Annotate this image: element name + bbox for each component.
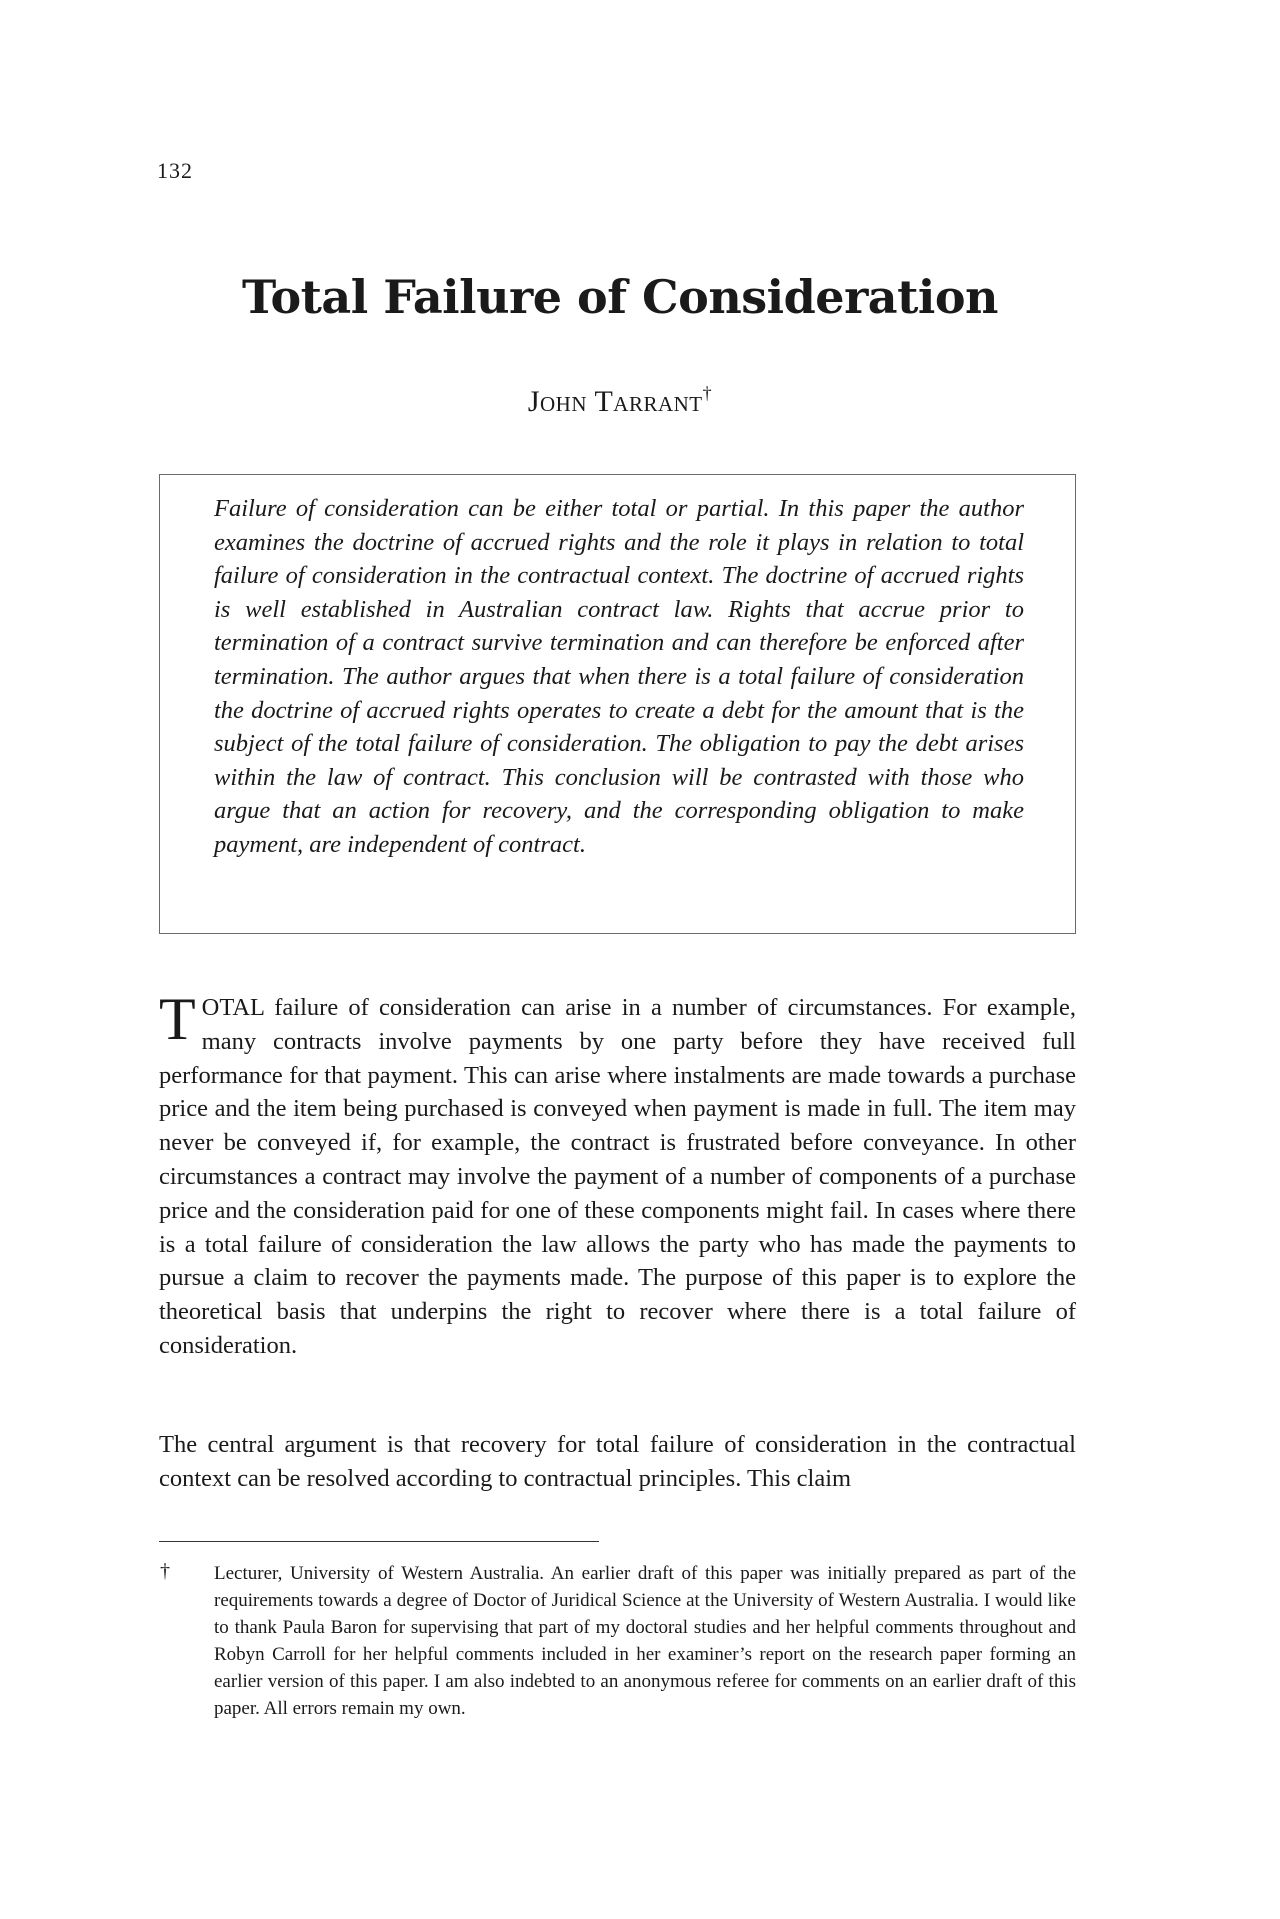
author-line — [0, 385, 1240, 419]
abstract-box — [159, 474, 1076, 934]
page-number: 132 — [157, 158, 193, 183]
body-paragraph-1 — [159, 986, 1076, 1363]
body-paragraph-1-text: OTAL failure of consideration can arise in a number of circumstances. For example, many contracts involve payments by one party before they have received full performance for that payment. This can arise where instalments are made towards a purchase price and the item being purchased is conveyed when payment is made in full. The item may never be conveyed if, for example, the contract is frustrated before conveyance. In other circumstances a contract may involve the payment of a number of components of a purchase price and the consideration paid for one of these components might fail. In cases where there is a total failure of consideration the law allows the party who has made the payments to pursue a claim to recover the payments made. The purpose of this paper is to explore the theoretical basis that underpins the right to recover where there is a total failure of consideration. — [159, 994, 1076, 1359]
author-name: John Tarrant — [527, 385, 703, 418]
drop-cap: T — [159, 986, 196, 1052]
author-footnote-marker: † — [702, 383, 713, 403]
abstract-text: Failure of consideration can be either total or partial. In this paper the author examines the doctrine of accrued rights and the role it plays in relation to total failure of consideration in the contractual context. The doctrine of accrued rights is well established in Australian contract law. Rights that accrue prior to termination of a contract survive termination and can therefore be enforced after termination. The author argues that when there is a total failure of consideration the doctrine of accrued rights operates to create a debt for the amount that is the subject of the total failure of consideration. The obligation to pay the debt arises within the law of contract. This conclusion will be contrasted with those who argue that an action for recovery, and the corresponding obligation to make payment, are independent of contract. — [214, 495, 1024, 858]
paper-title: Total Failure of Consideration — [242, 270, 998, 324]
body-paragraph-2: The central argument is that recovery for total failure of consideration in the contractual context can be resolved according to contractual principles. This claim — [159, 1431, 1076, 1492]
footnote-divider — [159, 1541, 599, 1542]
footnote-marker: † — [160, 1560, 170, 1582]
footnote-text: Lecturer, University of Western Australia. An earlier draft of this paper was initially prepared as part of the requirements towards a degree of Doctor of Juridical Science at the University of Western Australia. I would like to thank Paula Baron for supervising that part of my doctoral studies and her helpful comments throughout and Robyn Carroll for her helpful comments included in her examiner’s report on the research paper forming an earlier version of this paper. I am also indebted to an anonymous referee for comments on an earlier draft of this paper. All errors remain my own. — [214, 1563, 1076, 1719]
